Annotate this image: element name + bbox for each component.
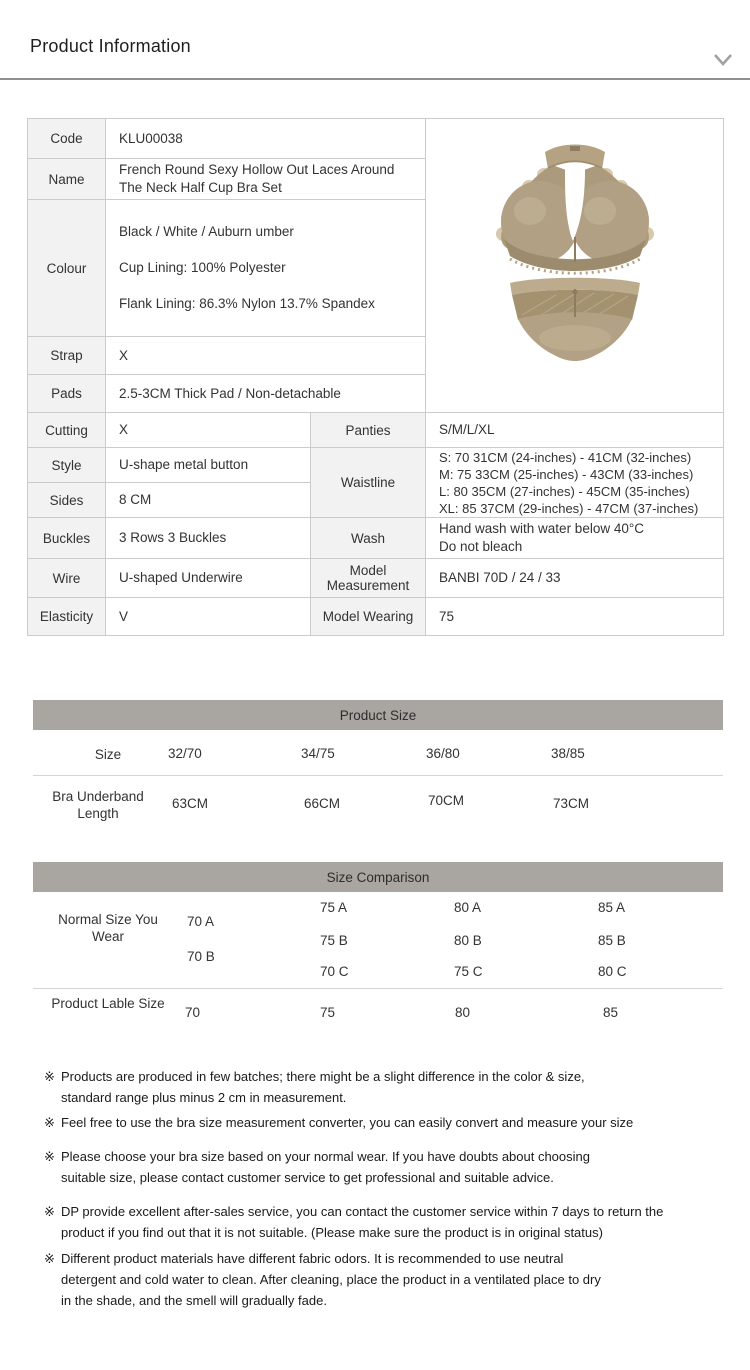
colour-line-1: Black / White / Auburn umber (119, 224, 294, 239)
note-text-2: Feel free to use the bra size measurement converter, you can easily convert and measure your size (61, 1115, 634, 1130)
compare-col4-c: 80 C (598, 964, 627, 979)
spec-label-elasticity: Elasticity (28, 598, 106, 636)
compare-col2-a: 75 A (320, 900, 348, 915)
note-marker: ※ (44, 1251, 55, 1266)
size-comparison-divider (33, 988, 723, 989)
underband-value-3: 70CM (428, 793, 465, 808)
note-marker: ※ (44, 1149, 55, 1164)
spec-label-colour: Colour (28, 200, 106, 337)
size-comparison-title-bar (33, 862, 723, 892)
compare-col3-b: 80 B (454, 933, 482, 948)
product-size-title-bar (33, 700, 723, 730)
spec-value-model-wearing: 75 (426, 598, 724, 636)
spec-label-wash: Wash (311, 518, 426, 559)
compare-col2-b: 75 B (320, 933, 348, 948)
note-item-4 (44, 1201, 704, 1243)
wash-line-2: Do not bleach (439, 539, 523, 554)
spec-value-strap: X (106, 337, 426, 375)
spec-label-waistline: Waistline (311, 448, 426, 518)
product-size-title: Product Size (339, 707, 417, 723)
compare-col2-c: 70 C (320, 964, 349, 979)
spec-value-wash (426, 518, 724, 559)
header-divider (0, 78, 750, 80)
spec-label-pads: Pads (28, 375, 106, 413)
product-label-value-2: 75 (320, 1005, 336, 1020)
spec-label-model-wearing: Model Wearing (311, 598, 426, 636)
compare-col3-a: 80 A (454, 900, 482, 915)
underband-value-4: 73CM (553, 796, 590, 811)
page-title: Product Information (30, 36, 191, 56)
spec-value-wire: U-shaped Underwire (106, 559, 311, 598)
product-label-value-1: 70 (185, 1005, 201, 1020)
spec-value-cutting: X (106, 413, 311, 448)
normal-size-label: Normal Size You Wear (58, 912, 158, 944)
product-size-divider (33, 775, 723, 776)
underband-value-1: 63CM (172, 796, 209, 811)
waistline-line-xl: XL: 85 37CM (29-inches) - 47CM (37-inches) (439, 500, 699, 516)
compare-col1-b: 70 B (187, 949, 215, 964)
product-label-size-label: Product Lable Size (51, 996, 165, 1011)
spec-label-name: Name (28, 159, 106, 200)
size-value-3: 36/80 (426, 746, 460, 761)
spec-value-code: KLU00038 (106, 119, 426, 159)
colour-line-3: Flank Lining: 86.3% Nylon 13.7% Spandex (119, 296, 375, 311)
size-value-1: 32/70 (168, 746, 202, 761)
spec-value-buckles: 3 Rows 3 Buckles (106, 518, 311, 559)
spec-value-pads: 2.5-3CM Thick Pad / Non-detachable (106, 375, 426, 413)
note-marker: ※ (44, 1069, 55, 1084)
colour-line-2: Cup Lining: 100% Polyester (119, 260, 286, 275)
product-label-value-3: 80 (455, 1005, 471, 1020)
spec-label-sides: Sides (28, 483, 106, 518)
note-marker: ※ (44, 1115, 55, 1130)
spec-label-style: Style (28, 448, 106, 483)
product-photo (426, 119, 724, 413)
waistline-line-l: L: 80 35CM (27-inches) - 45CM (35-inches) (439, 483, 690, 499)
spec-value-name: French Round Sexy Hollow Out Laces Around The Neck Half Cup Bra Set (106, 159, 426, 200)
spec-label-strap: Strap (28, 337, 106, 375)
spec-value-waistline (426, 448, 724, 518)
spec-value-colour (106, 200, 426, 337)
compare-col4-a: 85 A (598, 900, 626, 915)
size-row-label: Size (94, 747, 122, 762)
compare-col3-c: 75 C (454, 964, 483, 979)
spec-table (27, 118, 724, 636)
size-comparison-title: Size Comparison (326, 869, 430, 885)
bra-set-illustration (426, 119, 724, 410)
note-text-5: Different product materials have different fabric odors. It is recommended to use neutral detergent and cold water to clean. After cleaning, place the product in a ventilated place to dry in the shade, and the smell will gradually fade. (61, 1251, 601, 1308)
spec-label-model-measurement: Model Measurement (311, 559, 426, 598)
spec-label-cutting: Cutting (28, 413, 106, 448)
underband-value-2: 66CM (304, 796, 341, 811)
waistline-line-s: S: 70 31CM (24-inches) - 41CM (32-inches) (439, 449, 692, 465)
compare-col1-a: 70 A (187, 914, 215, 929)
note-item-1 (44, 1066, 616, 1108)
spec-label-code: Code (28, 119, 106, 159)
spec-value-elasticity: V (106, 598, 311, 636)
note-text-3: Please choose your bra size based on your normal wear. If you have doubts about choosing suitable size, please contact customer service to get professional and suitable advice. (61, 1149, 590, 1185)
note-text-1: Products are produced in few batches; there might be a slight difference in the color & size, standard range plus minus 2 cm in measurement. (61, 1069, 585, 1105)
product-label-value-4: 85 (603, 1005, 619, 1020)
note-item-2 (44, 1112, 633, 1133)
spec-label-buckles: Buckles (28, 518, 106, 559)
spec-value-model-measurement: BANBI 70D / 24 / 33 (426, 559, 724, 598)
size-value-4: 38/85 (551, 746, 585, 761)
waistline-line-m: M: 75 33CM (25-inches) - 43CM (33-inches) (439, 466, 694, 482)
note-marker: ※ (44, 1204, 55, 1219)
spec-value-style: U-shape metal button (106, 448, 311, 483)
compare-col4-b: 85 B (598, 933, 626, 948)
spec-label-wire: Wire (28, 559, 106, 598)
note-item-3 (44, 1146, 596, 1188)
size-value-2: 34/75 (301, 746, 335, 761)
chevron-down-icon[interactable] (712, 52, 734, 68)
note-text-4: DP provide excellent after-sales service, you can contact the customer service within 7 days to return the product if you find out that it is not suitable. (Please make sure the product is in original status) (61, 1204, 664, 1240)
note-item-5 (44, 1248, 612, 1311)
underband-row-label: Bra Underband Length (52, 789, 144, 821)
spec-value-sides: 8 CM (106, 483, 311, 518)
spec-value-panties: S/M/L/XL (426, 413, 724, 448)
wash-line-1: Hand wash with water below 40°C (439, 521, 644, 536)
spec-label-panties: Panties (311, 413, 426, 448)
